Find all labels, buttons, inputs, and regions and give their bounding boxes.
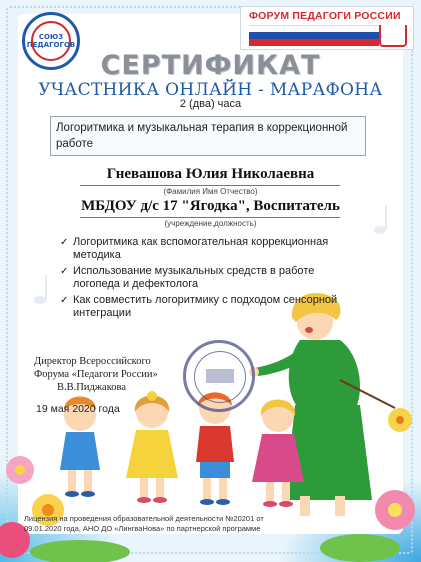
check-icon: ✓ — [60, 237, 69, 248]
check-icon: ✓ — [60, 266, 69, 277]
topic-text: Использование музыкальных средств в работе логопеда и дефектолога — [73, 265, 315, 290]
stamp-center — [206, 369, 234, 383]
certificate-date: 19 мая 2020 года — [36, 403, 120, 415]
course-name: Логоритмика и музыкальная терапия в коррекционной работе — [56, 122, 348, 150]
organization-hint: (учреждение,должность) — [164, 219, 257, 228]
topic-text: Логоритмика как вспомогательная коррекционная методика — [73, 236, 329, 261]
license-text: Лицензия на проведения образовательной деятельности №20201 от 09.01.2020 года, АНО ДО «ЛингваНова» по партнерской программе — [24, 514, 264, 533]
check-icon: ✓ — [60, 295, 69, 306]
certificate-title: СЕРТИФИКАТ — [100, 50, 321, 81]
stamp-seal — [183, 340, 255, 412]
organization-position: МБДОУ д/с 17 "Ягодка", Воспитатель — [81, 198, 340, 214]
recipient-hint: (Фамилия Имя Отчество) — [163, 187, 258, 196]
topic-text: Как совместить логоритмику с подходом сенсорной интеграции — [73, 294, 338, 319]
director-title: Директор Всероссийского Форума «Педагоги России» — [34, 356, 158, 380]
forum-logo-text: ФОРУМ ПЕДАГОГИ РОССИИ — [249, 10, 401, 22]
recipient-name: Гневашова Юлия Николаевна — [106, 166, 315, 182]
course-hours: 2 (два) часа — [179, 98, 242, 110]
child-2 — [126, 391, 178, 503]
topics-list — [60, 236, 360, 323]
soyuz-logo-text: СОЮЗ ПЕДАГОГОВ — [31, 21, 71, 61]
topic-item — [60, 265, 360, 291]
director-name: В.В.Пиджакова — [57, 382, 127, 393]
topic-item — [60, 294, 360, 320]
recipient-underline — [80, 185, 340, 186]
certificate-subtitle: УЧАСТНИКА ОНЛАЙН - МАРАФОНА — [38, 80, 383, 100]
director-signature-block — [34, 355, 184, 394]
organization-underline — [80, 217, 340, 218]
topic-item — [60, 236, 360, 262]
